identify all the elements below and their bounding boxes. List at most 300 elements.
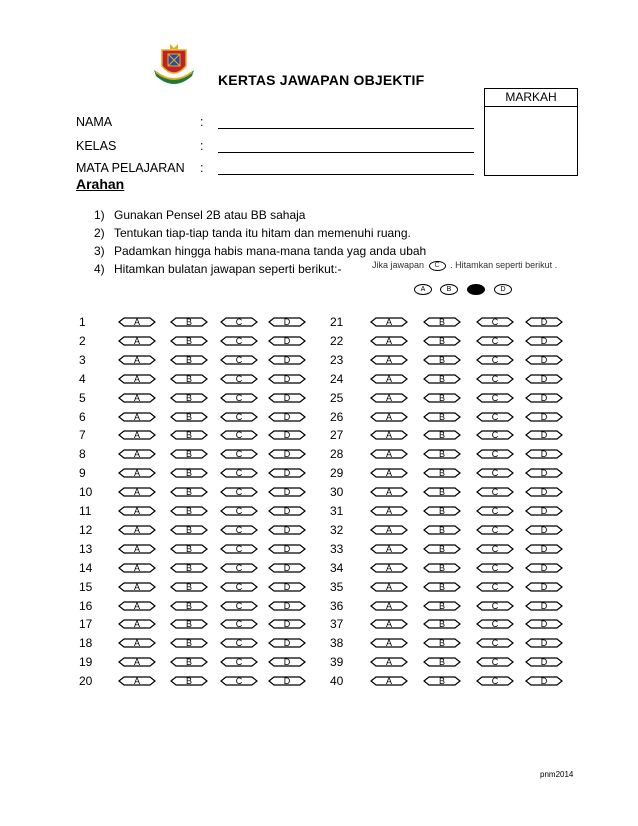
answer-option-label: D <box>540 317 548 327</box>
answer-option-label: C <box>491 524 499 535</box>
answer-bubble-c[interactable] <box>476 487 514 497</box>
answer-bubble-c[interactable] <box>476 317 514 327</box>
question-row <box>0 634 638 652</box>
question-row <box>0 332 638 350</box>
answer-option-label: A <box>133 619 140 630</box>
instruction-number: 4) <box>94 262 105 276</box>
answer-bubble-b[interactable] <box>423 449 461 459</box>
question-number: 24 <box>330 371 344 386</box>
answer-option-label: C <box>235 524 243 535</box>
answer-bubble-a[interactable] <box>370 506 408 516</box>
answer-option-label: C <box>491 373 499 384</box>
answer-option-label: A <box>133 317 140 327</box>
instruction-number: 2) <box>94 226 105 240</box>
instruction-item <box>94 244 426 258</box>
answer-option-label: B <box>438 524 445 535</box>
answer-option-label: D <box>283 638 291 649</box>
answer-bubble-b[interactable] <box>423 374 461 384</box>
answer-option-label: D <box>540 373 548 384</box>
answer-option-label: A <box>385 449 392 460</box>
question-number: 20 <box>79 674 93 689</box>
question-number: 30 <box>330 485 344 500</box>
answer-option-label: A <box>385 562 392 573</box>
answer-option-label: C <box>235 487 243 498</box>
question-number: 23 <box>330 352 344 367</box>
answer-bubble-b[interactable] <box>423 525 461 535</box>
question-number: 17 <box>79 617 93 632</box>
answer-option-label: A <box>133 354 140 365</box>
answer-option-label: C <box>491 562 499 573</box>
answer-bubble-d[interactable] <box>525 676 563 686</box>
field-label-mata-pelajaran: MATA PELAJARAN <box>76 161 185 175</box>
answer-option-label: D <box>283 657 291 668</box>
question-row <box>0 578 638 596</box>
footer-code: pnm2014 <box>540 770 574 779</box>
answer-option-label: B <box>438 468 445 479</box>
answer-bubble-c[interactable] <box>476 336 514 346</box>
question-number: 7 <box>79 428 86 443</box>
answer-option-label: A <box>133 676 140 687</box>
answer-option-label: C <box>491 430 499 441</box>
answer-option-label: B <box>185 468 192 479</box>
answer-option-label: B <box>438 562 445 573</box>
answer-option-label: D <box>540 581 548 592</box>
answer-bubble-a[interactable] <box>370 619 408 629</box>
answer-option-label: A <box>385 468 392 479</box>
example-bubble-filled <box>467 284 485 295</box>
answer-option-label: B <box>438 430 445 441</box>
question-number: 2 <box>79 333 86 348</box>
question-number: 21 <box>330 315 344 329</box>
answer-option-label: C <box>491 449 499 460</box>
answer-bubble-d[interactable] <box>525 582 563 592</box>
school-crest-logo <box>150 42 198 90</box>
answer-bubble-b[interactable] <box>423 676 461 686</box>
answer-option-label: D <box>283 487 291 498</box>
answer-option-label: B <box>438 411 445 422</box>
answer-option-label: B <box>185 524 192 535</box>
answer-bubble-a[interactable] <box>370 563 408 573</box>
answer-bubble-c[interactable] <box>476 393 514 403</box>
answer-bubble-d[interactable] <box>525 487 563 497</box>
answer-bubble-b[interactable] <box>423 619 461 629</box>
answer-bubble-a[interactable] <box>370 544 408 554</box>
answer-bubble-a[interactable] <box>370 525 408 535</box>
answer-option-label: B <box>438 335 445 346</box>
question-number: 10 <box>79 485 93 500</box>
question-row <box>0 445 638 463</box>
answer-option-label: A <box>385 506 392 516</box>
answer-bubble-c[interactable] <box>476 657 514 667</box>
answer-option-label: D <box>283 430 291 441</box>
answer-option-label: C <box>491 392 499 403</box>
field-line-nama[interactable] <box>218 128 474 129</box>
answer-option-label: C <box>491 676 499 687</box>
instruction-text: Gunakan Pensel 2B atau BB sahaja <box>114 208 306 222</box>
answer-option-label: B <box>438 657 445 668</box>
question-number: 34 <box>330 560 344 575</box>
answer-option-label: C <box>235 335 243 346</box>
answer-option-label: D <box>283 317 291 327</box>
answer-bubble-b[interactable] <box>423 487 461 497</box>
answer-bubble-a[interactable] <box>370 657 408 667</box>
instruction-text: Hitamkan bulatan jawapan seperti berikut:- <box>114 262 342 276</box>
answer-bubble-d[interactable] <box>525 430 563 440</box>
answer-option-label: A <box>385 619 392 630</box>
question-row <box>0 426 638 444</box>
question-row <box>0 313 638 331</box>
answer-bubble-d[interactable] <box>525 412 563 422</box>
answer-bubble-b[interactable] <box>423 468 461 478</box>
instructions-heading: Arahan <box>76 176 125 192</box>
field-line-mata-pelajaran[interactable] <box>218 174 474 175</box>
answer-option-label: B <box>185 392 192 403</box>
answer-bubble-b[interactable] <box>423 506 461 516</box>
answer-option-label: B <box>438 317 445 327</box>
answer-option-label: B <box>185 317 192 327</box>
answer-bubble-a[interactable] <box>370 317 408 327</box>
field-colon: : <box>200 139 204 153</box>
answer-bubble-b[interactable] <box>423 544 461 554</box>
answer-option-label: D <box>283 354 291 365</box>
answer-bubble-b[interactable] <box>423 355 461 365</box>
answer-bubble-a[interactable] <box>370 582 408 592</box>
answer-option-label: B <box>438 638 445 649</box>
answer-option-label: A <box>385 600 392 611</box>
answer-option-label: A <box>385 524 392 535</box>
answer-option-label: B <box>438 449 445 460</box>
answer-bubble-d[interactable] <box>525 506 563 516</box>
answer-option-label: A <box>133 581 140 592</box>
question-number: 4 <box>79 371 86 386</box>
answer-bubble-b[interactable] <box>423 582 461 592</box>
answer-bubble-a[interactable] <box>370 393 408 403</box>
answer-option-label: D <box>283 524 291 535</box>
answer-option-label: B <box>438 600 445 611</box>
answer-option-label: C <box>235 638 243 649</box>
instruction-item <box>94 208 305 222</box>
example-bubble-b: B <box>440 284 458 295</box>
answer-option-label: D <box>540 638 548 649</box>
answer-option-label: C <box>235 600 243 611</box>
answer-bubble-a[interactable] <box>370 374 408 384</box>
answer-option-label: D <box>540 487 548 498</box>
answer-option-label: A <box>133 543 140 554</box>
answer-option-label: A <box>385 430 392 441</box>
answer-bubble-b[interactable] <box>423 657 461 667</box>
answer-option-label: B <box>185 335 192 346</box>
answer-bubble-b[interactable] <box>423 412 461 422</box>
answer-bubble-d[interactable] <box>525 544 563 554</box>
answer-option-label: A <box>385 638 392 649</box>
answer-option-label: C <box>235 676 243 687</box>
answer-option-label: C <box>235 317 243 327</box>
answer-option-label: B <box>185 487 192 498</box>
answer-option-label: C <box>491 317 499 327</box>
answer-bubble-d[interactable] <box>525 393 563 403</box>
answer-bubble-a[interactable] <box>370 449 408 459</box>
answer-option-label: C <box>491 543 499 554</box>
answer-option-label: C <box>491 581 499 592</box>
question-row <box>0 540 638 558</box>
answer-bubble-c[interactable] <box>476 506 514 516</box>
question-number: 8 <box>79 447 86 462</box>
answer-option-label: A <box>385 581 392 592</box>
answer-option-label: C <box>491 487 499 498</box>
instruction-item <box>94 226 411 240</box>
answer-bubble-a[interactable] <box>370 355 408 365</box>
question-number: 12 <box>79 522 93 537</box>
answer-bubble-c[interactable] <box>476 374 514 384</box>
question-row <box>0 389 638 407</box>
answer-option-label: C <box>235 430 243 441</box>
answer-option-label: C <box>235 619 243 630</box>
answer-option-label: D <box>540 392 548 403</box>
answer-bubble-a[interactable] <box>370 412 408 422</box>
answer-bubble-c[interactable] <box>476 525 514 535</box>
markah-label: MARKAH <box>485 89 577 107</box>
answer-option-label: A <box>133 392 140 403</box>
question-number: 19 <box>79 655 93 670</box>
answer-option-label: D <box>283 676 291 687</box>
answer-option-label: C <box>235 392 243 403</box>
answer-option-label: B <box>185 581 192 592</box>
answer-bubble-c[interactable] <box>476 468 514 478</box>
instruction-item <box>94 262 341 276</box>
instruction-number: 3) <box>94 244 105 258</box>
answer-option-label: A <box>385 335 392 346</box>
answer-option-label: B <box>185 562 192 573</box>
question-number: 22 <box>330 333 344 348</box>
answer-option-label: A <box>133 562 140 573</box>
answer-option-label: D <box>283 468 291 479</box>
answer-bubble-c[interactable] <box>476 430 514 440</box>
answer-bubble-a[interactable] <box>370 468 408 478</box>
answer-option-label: A <box>133 487 140 498</box>
answer-option-label: D <box>283 335 291 346</box>
answer-option-label: A <box>133 638 140 649</box>
question-number: 26 <box>330 409 344 424</box>
answer-option-label: B <box>438 487 445 498</box>
answer-bubble-d[interactable] <box>525 317 563 327</box>
answer-bubble-b[interactable] <box>423 393 461 403</box>
answer-bubble-d[interactable] <box>525 336 563 346</box>
answer-option-label: D <box>540 449 548 460</box>
answer-option-label: C <box>235 411 243 422</box>
answer-bubble-a[interactable] <box>370 487 408 497</box>
answer-option-label: B <box>185 638 192 649</box>
question-number: 37 <box>330 617 344 632</box>
answer-option-label: C <box>235 468 243 479</box>
answer-option-label: A <box>133 335 140 346</box>
answer-bubble-c[interactable] <box>476 355 514 365</box>
answer-bubble-c[interactable] <box>476 676 514 686</box>
field-line-kelas[interactable] <box>218 152 474 153</box>
answer-option-label: D <box>283 619 291 630</box>
answer-option-label: A <box>385 487 392 498</box>
question-row <box>0 483 638 501</box>
answer-bubble-d[interactable] <box>525 563 563 573</box>
answer-option-label: A <box>133 411 140 422</box>
answer-option-label: D <box>283 449 291 460</box>
answer-bubble-c[interactable] <box>476 582 514 592</box>
answer-bubble-a[interactable] <box>370 676 408 686</box>
answer-option-label: A <box>133 373 140 384</box>
answer-option-label: A <box>133 524 140 535</box>
question-number: 9 <box>79 466 86 481</box>
page-title: KERTAS JAWAPAN OBJEKTIF <box>218 72 425 88</box>
question-number: 40 <box>330 674 344 689</box>
answer-option-label: B <box>185 373 192 384</box>
answer-option-label: B <box>438 543 445 554</box>
question-number: 29 <box>330 466 344 481</box>
answer-bubble-a[interactable] <box>370 601 408 611</box>
answer-bubble-c[interactable] <box>476 638 514 648</box>
instruction-number: 1) <box>94 208 105 222</box>
answer-option-label: D <box>283 373 291 384</box>
answer-option-label: B <box>185 657 192 668</box>
question-number: 15 <box>79 579 93 594</box>
answer-option-label: B <box>185 619 192 630</box>
field-colon: : <box>200 115 204 129</box>
answer-bubble-a[interactable] <box>370 336 408 346</box>
answer-option-label: B <box>438 506 445 516</box>
answer-option-label: D <box>540 506 548 516</box>
answer-bubble-b[interactable] <box>423 638 461 648</box>
answer-option-label: A <box>385 543 392 554</box>
answer-bubble-b[interactable] <box>423 563 461 573</box>
answer-option-label: A <box>133 506 140 516</box>
markah-box <box>484 88 578 176</box>
answer-option-label: C <box>491 354 499 365</box>
answer-option-label: C <box>235 543 243 554</box>
answer-option-label: B <box>185 411 192 422</box>
answer-option-label: D <box>283 581 291 592</box>
answer-option-label: C <box>235 657 243 668</box>
question-row <box>0 351 638 369</box>
answer-option-label: D <box>540 468 548 479</box>
answer-option-label: B <box>185 543 192 554</box>
answer-option-label: A <box>385 373 392 384</box>
answer-bubble-d[interactable] <box>525 374 563 384</box>
answer-option-label: D <box>283 392 291 403</box>
answer-bubble-d[interactable] <box>525 468 563 478</box>
question-row <box>0 672 638 690</box>
answer-option-label: B <box>185 676 192 687</box>
answer-option-label: C <box>491 657 499 668</box>
question-number: 27 <box>330 428 344 443</box>
question-row <box>0 521 638 539</box>
instruction-text: Padamkan hingga habis mana-mana tanda yag anda ubah <box>114 244 427 258</box>
answer-option-label: A <box>133 468 140 479</box>
answer-option-label: D <box>283 600 291 611</box>
answer-option-label: D <box>283 543 291 554</box>
question-number: 3 <box>79 352 86 367</box>
question-number: 36 <box>330 598 344 613</box>
answer-option-label: D <box>540 619 548 630</box>
example-inline-bubble: C <box>429 261 446 271</box>
answer-option-label: A <box>133 657 140 668</box>
answer-bubble-c[interactable] <box>476 563 514 573</box>
answer-bubble-c[interactable] <box>476 619 514 629</box>
answer-option-label: B <box>185 430 192 441</box>
answer-bubble-c[interactable] <box>476 601 514 611</box>
answer-bubble-d[interactable] <box>525 638 563 648</box>
example-bubble-d: D <box>494 284 512 295</box>
question-number: 6 <box>79 409 86 424</box>
field-label-nama: NAMA <box>76 115 113 129</box>
answer-option-label: D <box>540 657 548 668</box>
answer-bubble-b[interactable] <box>423 336 461 346</box>
answer-option-label: D <box>540 600 548 611</box>
question-row <box>0 597 638 615</box>
question-number: 38 <box>330 636 344 651</box>
answer-option-label: A <box>385 676 392 687</box>
question-row <box>0 559 638 577</box>
answer-bubble-d[interactable] <box>525 657 563 667</box>
answer-option-label: C <box>491 600 499 611</box>
answer-bubble-d[interactable] <box>525 525 563 535</box>
answer-bubble-b[interactable] <box>423 317 461 327</box>
answer-bubble-d[interactable] <box>525 355 563 365</box>
answer-option-label: D <box>540 411 548 422</box>
answer-bubble-c[interactable] <box>476 544 514 554</box>
answer-option-label: A <box>385 354 392 365</box>
question-number: 39 <box>330 655 344 670</box>
answer-bubble-d[interactable] <box>525 619 563 629</box>
answer-bubble-c[interactable] <box>476 412 514 422</box>
answer-option-label: A <box>133 430 140 441</box>
answer-bubble-a[interactable] <box>370 430 408 440</box>
question-number: 13 <box>79 541 93 556</box>
answer-option-label: D <box>540 354 548 365</box>
field-colon: : <box>200 161 204 175</box>
answer-bubble-a[interactable] <box>370 638 408 648</box>
answer-option-label: A <box>385 411 392 422</box>
answer-bubble-b[interactable] <box>423 430 461 440</box>
answer-bubble-d[interactable] <box>525 449 563 459</box>
answer-option-label: A <box>133 600 140 611</box>
answer-option-label: D <box>283 562 291 573</box>
answer-option-label: C <box>235 449 243 460</box>
answer-option-label: A <box>385 317 392 327</box>
answer-option-label: D <box>540 562 548 573</box>
example-caption <box>372 260 557 271</box>
answer-option-label: C <box>491 506 499 516</box>
answer-option-label: B <box>438 619 445 630</box>
example-prefix: Jika jawapan <box>372 260 425 270</box>
answer-bubble-b[interactable] <box>423 601 461 611</box>
answer-option-label: C <box>235 562 243 573</box>
question-row <box>0 370 638 388</box>
answer-option-label: C <box>235 354 243 365</box>
answer-bubble-c[interactable] <box>476 449 514 459</box>
answer-option-label: C <box>491 335 499 346</box>
answer-option-label: C <box>491 468 499 479</box>
question-row <box>0 464 638 482</box>
question-number: 14 <box>79 560 93 575</box>
answer-option-label: D <box>540 524 548 535</box>
example-bubble-a: A <box>414 284 432 295</box>
answer-bubble-d[interactable] <box>525 601 563 611</box>
answer-option-label: C <box>235 506 243 516</box>
answer-option-label: C <box>491 619 499 630</box>
answer-option-label: A <box>385 657 392 668</box>
question-number: 5 <box>79 390 86 405</box>
question-row <box>0 502 638 520</box>
answer-option-label: B <box>438 676 445 687</box>
answer-option-label: B <box>185 354 192 365</box>
